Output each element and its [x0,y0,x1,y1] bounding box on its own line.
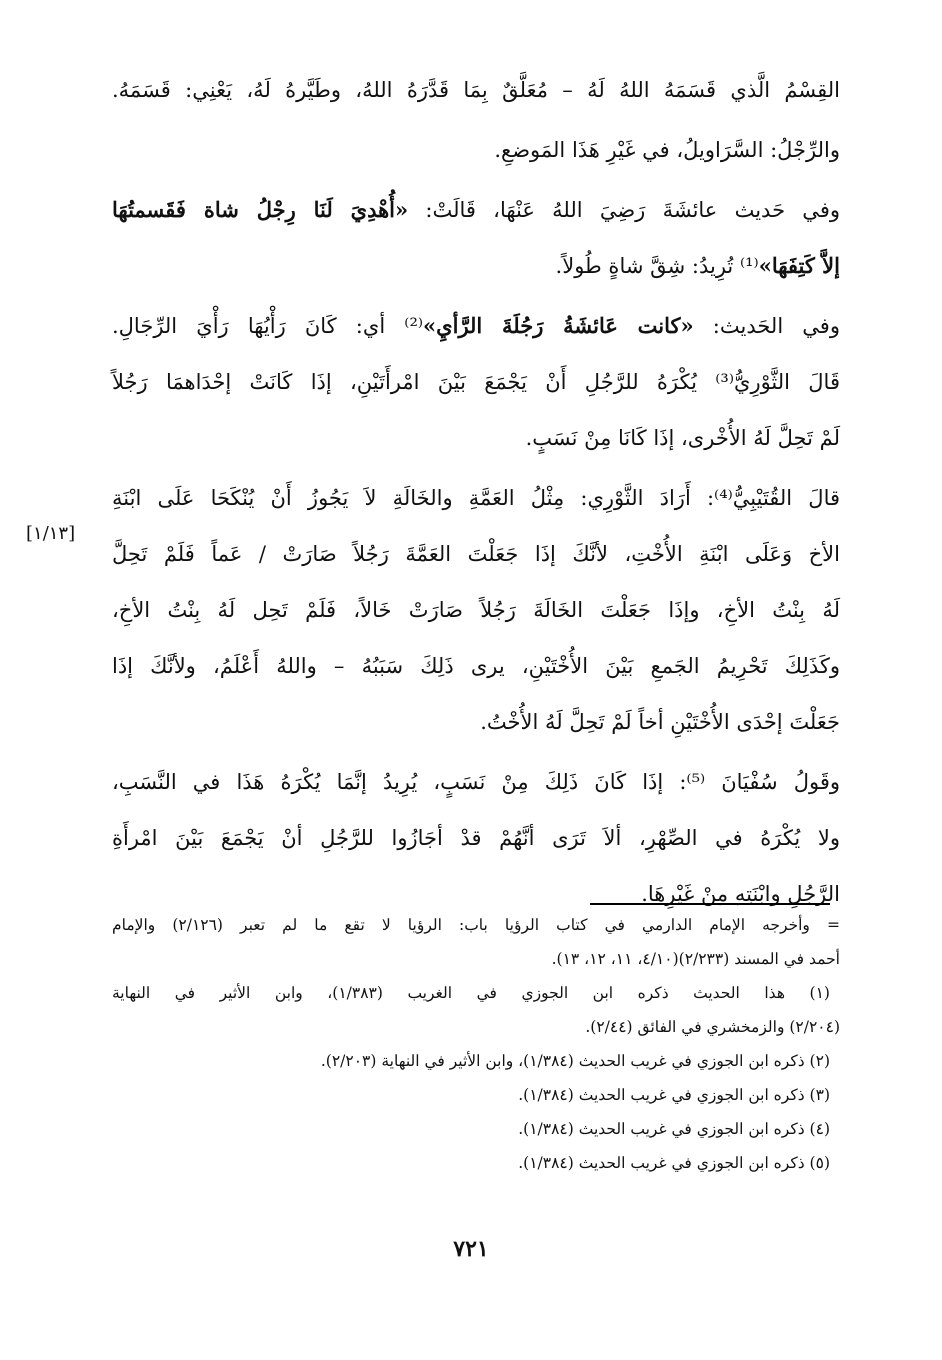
main-text [112,62,840,922]
footnotes [112,908,840,1180]
text-line-4: إلاَّ كَتِفَهَا»⁽¹⁾ تُرِيدُ: شِقَّ شاةٍ طُولاً. [555,253,840,278]
text-line-11: وكَذَلِكَ تَحْرِيمُ الجَمعِ بَيْنَ الأُخْتَيْنِ، يرى ذَلِكَ سَبَبُهُ – واللهُ أَعْلَمُ، ولأنَّكَ إذَا [112,654,840,678]
footnote-1: (١) هذا الحديث ذكره ابن الجوزي في الغريب (١/٣٨٣)، وابن الأثير في النهاية [112,984,830,1002]
text-line-13: وقَولُ سُفْيَانَ ⁽⁵⁾: إذَا كَانَ ذَلِكَ مِنْ نَسَبٍ، يُرِيدُ إنَّمَا يُكْرَهُ هَذَا في النَّسَبِ، [112,770,841,794]
text-line-5: وفي الحَديث: «كانت عَائشَةُ رَجُلَةَ الرَّأيِ»⁽²⁾ أي: كَانَ رَأْيُهَا رَأْيَ الرِّجَالِ. [112,313,840,338]
text-line-3: وفي حَديث عائشَةَ رَضِيَ اللهُ عَنْهَا، قَالَتْ: «أُهْدِيَ لَنَا رِجْلُ شاة فَقَسمتُهَا [112,197,840,222]
footnote-separator [590,903,830,905]
text-line-15: الرَّجُلِ وابْنَتِهِ مِنْ غَيْرِهَا. [641,882,840,906]
hadith-quote: «كانت عَائشَةُ رَجُلَةَ الرَّأيِ» [423,313,694,338]
text-line-12: جَعَلْتَ إحْدَى الأُخْتَيْنِ أخاً لَمْ تَحِلَّ لَهُ الأُخْتُ. [480,710,840,734]
text-line-6: قَالَ الثَّوْرِيُّ⁽³⁾ يُكْرَهُ للرَّجُلِ أَنْ يَجْمَعَ بَيْنَ امْرأَتَيْنِ، إذَا كَانَتْ إحْدَاهمَا رَجُلاً [112,370,840,394]
footnote-3: (٣) ذكره ابن الجوزي في غريب الحديث (١/٣٨٤). [518,1086,830,1104]
hadith-quote: «أُهْدِيَ لَنَا رِجْلُ شاة فَقَسمتُهَا [112,197,409,222]
text-line-10: لَهُ بِنْتُ الأخِ، وإذَا جَعَلْتَ الخَالَةَ رَجُلاً صَارَتْ خَالاً، فَلَمْ تَحِل لَهُ بِنْتُ الأخِ، [112,598,840,622]
footnote-line: (٢/٢٠٤) والزمخشري في الفائق (٢/٤٤). [585,1018,840,1036]
footnote-line: = وأخرجه الإمام الدارمي في كتاب الرؤيا باب: الرؤيا لا تقع ما لم تعبر (٢/١٢٦) والإمام [112,916,840,934]
text-line-14: ولا يُكْرَهُ في الصِّهْرِ، ألاَ تَرَى أنَّهُمْ قدْ أجَازُوا للرَّجُلِ أنْ يَجْمَعَ بَيْنَ امْرأَةِ [112,826,840,850]
manuscript-folio-ref: [١/١٣] [26,523,76,544]
text-line-1: القِسْمُ الَّذي قَسَمَهُ اللهُ لَهُ – مُعَلَّقٌ بِمَا قَدَّرَهُ اللهُ، وطَيَّرهُ لَهُ، يَعْنِي: قَسَمَهُ. [112,78,840,102]
footnote-4: (٤) ذكره ابن الجوزي في غريب الحديث (١/٣٨٤). [518,1120,830,1138]
footnote-2: (٢) ذكره ابن الجوزي في غريب الحديث (١/٣٨٤)، وابن الأثير في النهاية (٢/٢٠٣). [320,1052,830,1070]
hadith-quote: إلاَّ كَتِفَهَا» [758,253,840,278]
text-line-7: لَمْ تَحِلَّ لَهُ الأُخْرى، إذَا كَانَا مِنْ نَسَبٍ. [525,426,840,450]
text-line-9: الأخ وَعَلَى ابْنَةِ الأُخْتِ، لأنَّكَ إذَا جَعَلْتَ العَمَّةَ رَجُلاً صَارَتْ / عَماً فَلَمْ تَحِلَّ [112,542,840,566]
footnote-line: أحمد في المسند (٢/٢٣٣)(٤/١٠، ١١، ١٢، ١٣). [551,950,840,968]
text-line-2: والرِّجْلُ: السَّرَاويلُ، في غَيْرِ هَذَا المَوضعِ. [494,138,840,162]
text-line-8: قالَ القُتَيْبِيُّ⁽⁴⁾: أَرَادَ الثَّوْرِي: مِثْلُ العَمَّةِ والخَالَةِ لاَ يَجُوزُ أَنْ يُنْكَحَا عَلَى ابْنَةِ [112,486,841,510]
page-number: ٧٢١ [453,1236,489,1262]
footnote-5: (٥) ذكره ابن الجوزي في غريب الحديث (١/٣٨٤). [518,1154,830,1172]
